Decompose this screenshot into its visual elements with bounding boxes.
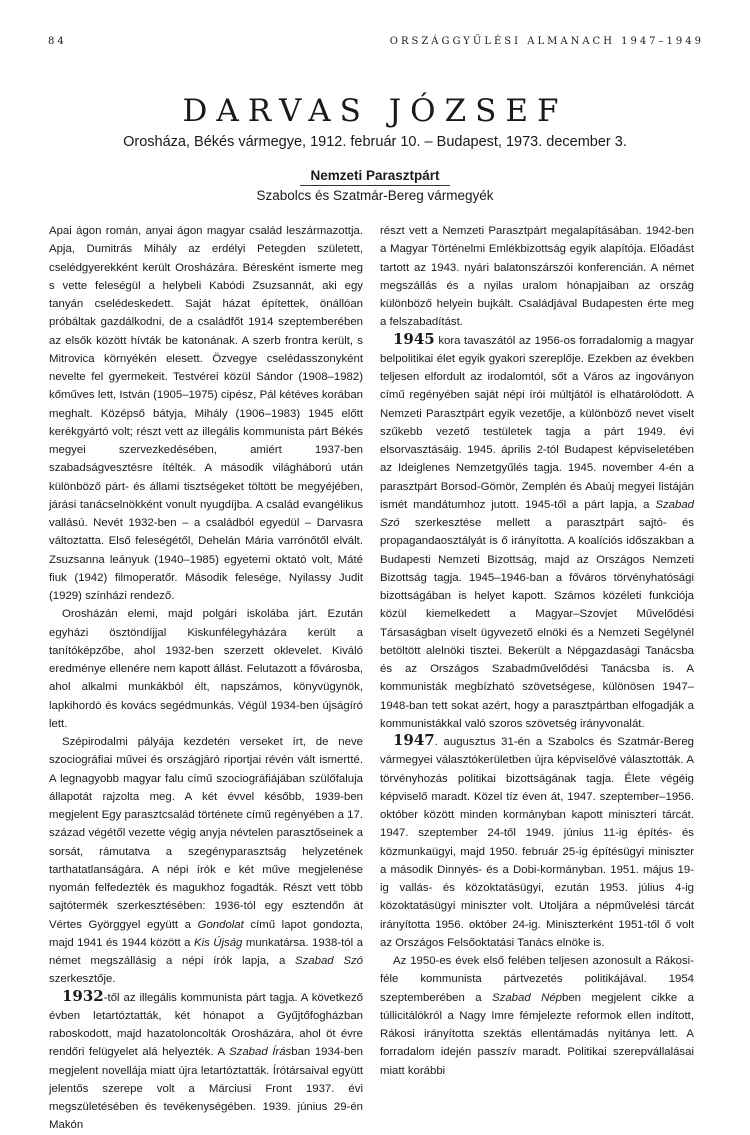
book-title: ORSZÁGGYŰLÉSI ALMANACH 1947–1949 (389, 36, 704, 47)
birth-death-line: Orosháza, Békés vármegye, 1912. február 10. – Budapest, 1973. december 3. (123, 134, 627, 150)
constituency: Szabolcs és Szatmár-Bereg vármegyék (256, 188, 494, 203)
year-marker-1945: 1945 (393, 329, 435, 348)
running-header (48, 36, 704, 52)
left-paragraph-family: Apai ágon román, anyai ágon magyar család leszármazottja. Apja, Dumitrás Mihály az erdélyi Petegden született, cselédgyerekként került Orosházára. Béresként ismerte meg s vette feleségül a helybeli Kabódi Zsuzsannát, aki egy tanyán cselédeskedett. Saját házat építettek, önállóan próbáltak gazdálkodni, de a családfőt 1914 szeptemberében az elsők között hívták be katonának. A szerb frontra került, s Mitrovica környékén elesett. Özvegye cselédasszonyként nevelte fel gyermekeit. Testvérei közül Sándor (1908–1982) kőműves lett, István (1905–1975) cipész, Pál kétéves korában meghalt. Középső bátyja, Mihály (1906–1983) 1945 előtt kerékgyártó volt; részt vett az illegális kommunista párt Békés megyei szervezkedésében, amiért 1937-ben szabadságvesztésre ítélték. A második világháború után különböző párt- és állami tisztségeket töltött be megyéjében, járási tanácselnökként vonult nyugdíjba. A család evangélikus vallású. Nevét 1932-ben – a családból egyedül – Darvasra változtatta. Első feleségétől, Dehelán Mária varrónőtől elvált. Zsuzsanna leányuk (1940–1985) egyetemi oktató volt, Máté fiuk (1942) filmoperatőr. Második felesége, Nyilassy Judit (1929) színházi rendező. (49, 225, 363, 602)
right-paragraph-1947: 1947. augusztus 31-én a Szabolcs és Szatmár-Bereg vármegyei választókerületben újra képviselővé választották. A törvényhozás politikai bizottságának tagja. Élete végéig képviselő maradt. Közel tíz éven át, 1947. szeptember–1956. október között minden kormányban kapott miniszteri tárcát. 1947. szeptember 24-től 1949. június 11-ig építés- és közmunkaügyi, majd 1950. február 25-ig építésügyi miniszter a második Dinnyés- és a Dobi-kormányban. 1951. május 19-ig vallás- és közoktatásügyi, ezután 1953. július 4-ig közoktatásügyi miniszter volt. Utoljára a népművelési tárcát irányította 1956. október 24-ig. Miniszterként 1951-től ő volt az Országos Felsőoktatási Tanács elnöke is. (380, 731, 694, 949)
page-number: 84 (48, 36, 67, 47)
right-paragraph-1950s: Az 1950-es évek első felében teljesen azonosult a Rákosi-féle kommunista pártvezetés politikájával. 1954 szeptemberében a Szabad Népben megjelent cikke a túllicitálókról a Nagy Imre fémjelezte reformok ellen indított, Rákosi irányította szektás ellentámadás nyitánya lett. A forradalom idején passzív maradt. Politikai szerepvállalásai miatt korábbi (380, 955, 694, 1077)
title-szabad-iras: Szabad Írás (229, 1046, 292, 1059)
party-name: Nemzeti Parasztpárt (310, 168, 440, 183)
party-divider (300, 185, 450, 186)
right-paragraph-continuation: részt vett a Nemzeti Parasztpárt megalapításában. 1942-ben a Magyar Történelmi Emlékbizottság egyik alapítója. Előadást tartott az 1943. nyári balatonszárszói konferencián. A német megszállás és a nyilas uralom hónapjaiban az ország különböző helyein bujkált. Családjával Budapesten érte meg a felszabadítást. (380, 225, 694, 329)
right-column (380, 222, 694, 1080)
title-szabad-szo: Szabad Szó (380, 498, 694, 529)
left-paragraph-literary-career: Szépirodalmi pályája kezdetén verseket írt, de neve szociográfiai művei és országjáró riportjai révén vált ismertté. A legnagyobb magyar falu című szociográfiájában szülőfaluja állapotát rajzolta meg. A két évvel később, 1939-ben megjelent Egy parasztcsalád története című regényében a 17. század végétől vezette végig anyja névtelen parasztőseinek a sorsát, rámutatva a szegényparasztság helyzetének tarthatatlanságára. A népi írók e két műve megjelenése nyomán felfedezték és magukhoz fogadták. Részt vett több sajtótermék szerkesztésében: 1936-tól egy esztendőn át Vértes Györggyel együtt a Gondolat című lapot gondozta, majd 1941 és 1944 között a Kis Újság munkatársa. 1938-tól a német megszállásig a népi írók lapja, a Szabad Szó szerkesztője. (49, 736, 364, 986)
title-kis-ujsag: Kis Újság (193, 936, 243, 949)
left-paragraph-education: Orosházán elemi, majd polgári iskolába járt. Ezután egyházi ösztöndíjjal Kiskunfélegyházára került a tanítóképzőbe, ahol 1932-ben szerzett oklevelet. Kiváló eredménye ellenére nem kapott állást. Felutazott a fővárosba, ahol alkalmi munkákból élt, napszámos, könyvügynök, lapkihordó és kovács segédmunkás. Végül 1934-ben újságíró lett. (49, 608, 363, 730)
right-paragraph-1945: 1945 kora tavaszától az 1956-os forradalomig a magyar belpolitikai élet egyik gyakori szereplője. Ezekben az években teljesen elfordult az irodalomtól, sőt a Város az ingoványon című regényében saját népi írói múltjától is elhatárolódott. A Nemzeti Parasztpárt egyik vezetője, a különböző nevet viselt szűkebb vezető testületek tagja a párt 1949. évi elsorvasztásáig. 1945. április 2-tól Budapest képviseletében az Ideiglenes Nemzetgyűlés tagja. 1945. november 4-én a parasztpárt Borsod-Gömör, Zemplén és Abaúj megyei listáján ismét mandátumhoz jutott. 1945-től a párt lapja, a Szabad Szó szerkesztése mellett a parasztpárt sajtó- és propagandaosztályát is ő irányította. A koalíciós időszakban a Budapesti Nemzeti Bizottság, majd az Országos Nemzeti Bizottság tagja. 1945–1946-ban a főváros törvényhatósági bizottságában is helyet kapott. Számos közéleti funkciója közül kiemelkedett a Magyar–Szovjet Művelődési Társaságban viselt ügyvezető elnöki és a Nemzeti Segélynél betöltött alelnöki tisztei. Bekerült a Népgazdasági Tanácsba és az Országos Szabadművelődési Tanácsba is. A kommunisták megbízható szövetségese, különösen 1947–1948-ban tett sokat azért, hogy a parasztpártban elfogadják a kommunistákkal való szoros szövetség irányvonalát. (380, 329, 694, 730)
left-paragraph-1932: 1932-től az illegális kommunista párt tagja. A következő évben letartóztatták, két hónapot a Gyűjtőfogházban raboskodott, majd hazatoloncolták Orosházára, ahol öt évre rendőri felügyelet alá helyezték. A Szabad Írásban 1934-ben megjelent novellája miatt újra letartóztatták. Írótársaival együtt jelentős szerepe volt a Márciusi Front 1937. évi megszületésében és tevékenységében. 1939. június 29-én Makón (49, 986, 363, 1132)
title-szabad-szo: Szabad Szó (295, 955, 363, 967)
entry-name: DARVAS JÓZSEF (182, 93, 568, 129)
year-marker-1947: 1947 (393, 731, 435, 749)
left-column (49, 222, 363, 1135)
year-marker-1932: 1932 (62, 986, 104, 1005)
title-gondolat: Gondolat (197, 918, 244, 931)
title-szabad-nep: Szabad Nép (492, 991, 563, 1004)
